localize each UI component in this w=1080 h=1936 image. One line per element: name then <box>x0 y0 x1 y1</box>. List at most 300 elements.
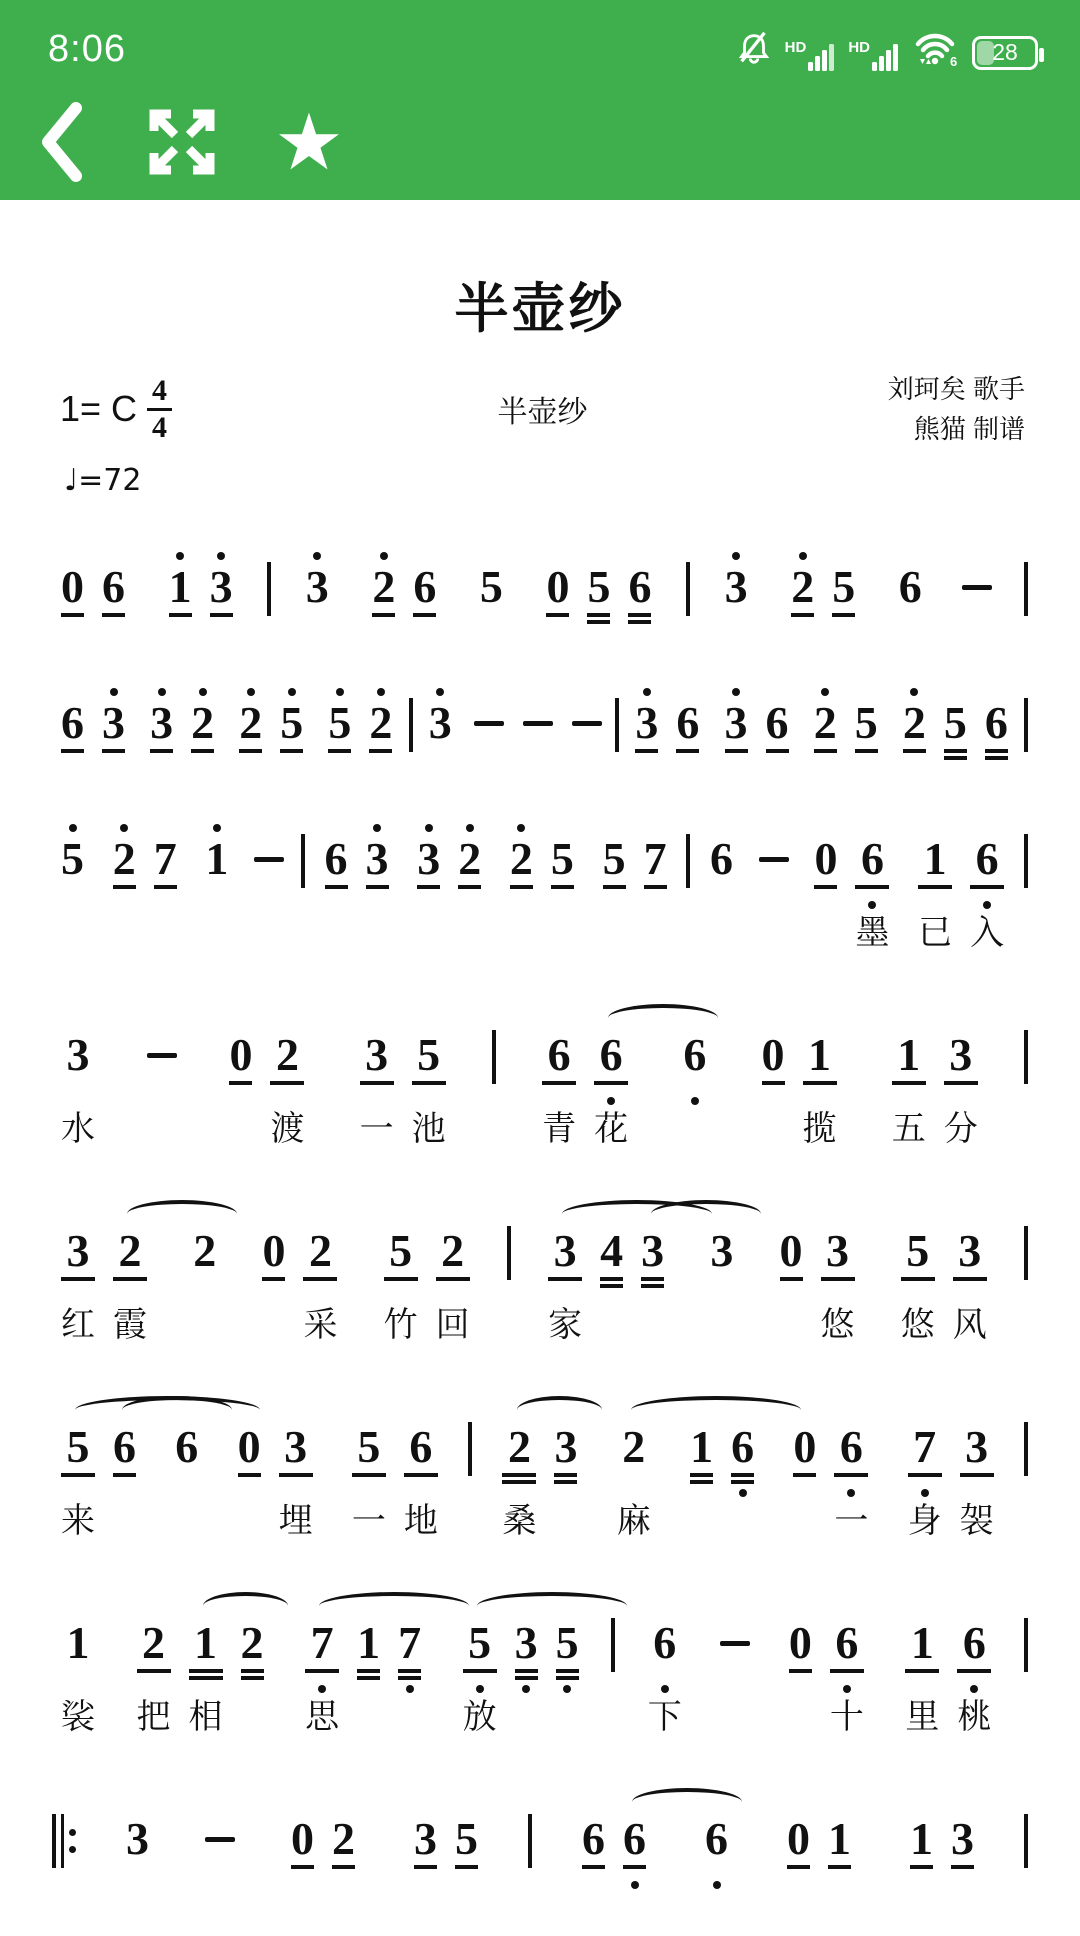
note-number: 7 <box>310 1617 334 1668</box>
note-number: 7 <box>643 833 667 884</box>
favorite-button[interactable] <box>274 98 344 188</box>
note-number: 2 <box>813 697 837 748</box>
beam-lines <box>554 1470 577 1486</box>
beam-lines <box>548 1274 582 1290</box>
note <box>547 1604 588 1740</box>
singer-credit: 刘珂矣 歌手 <box>887 374 1025 404</box>
lyric: 一 <box>359 1110 394 1148</box>
note <box>701 1212 742 1348</box>
note <box>297 548 338 684</box>
note-number: 1 <box>923 833 947 884</box>
octave-dot-low <box>369 762 392 776</box>
note <box>128 1604 180 1740</box>
note-group <box>894 684 1017 820</box>
octave-dot-low <box>366 898 389 912</box>
note-number: 2 <box>308 1225 332 1276</box>
beam-lines <box>944 1078 978 1094</box>
lyric: 五 <box>891 1110 926 1148</box>
octave-dot-low <box>710 898 733 912</box>
beam-lines <box>542 1078 576 1094</box>
octave-dot-low <box>61 762 84 776</box>
note-number: 1 <box>897 1029 921 1080</box>
octave-dot-low <box>725 626 748 640</box>
note <box>427 1212 479 1348</box>
dash-note <box>468 700 510 746</box>
beam-lines <box>61 1274 95 1290</box>
beam-lines <box>762 1078 785 1094</box>
note-number: 0 <box>787 1813 810 1864</box>
barline <box>409 698 413 752</box>
note-group <box>343 1408 447 1544</box>
note <box>626 684 667 820</box>
lyric: 一 <box>351 1502 386 1540</box>
beam-lines <box>789 1666 812 1682</box>
note-group <box>220 1016 313 1152</box>
note <box>271 684 312 820</box>
note-number: 3 <box>710 1225 734 1276</box>
note <box>573 1800 614 1936</box>
octave-dot-low <box>189 1682 223 1696</box>
note <box>104 1408 145 1544</box>
dash-note <box>714 1620 756 1666</box>
beam-lines <box>705 1862 728 1878</box>
note <box>232 1604 273 1740</box>
note-number: 5 <box>832 561 856 612</box>
note-group <box>782 548 864 684</box>
beam-lines <box>635 746 658 762</box>
octave-dot-low <box>169 626 192 640</box>
note <box>196 820 237 956</box>
note-group <box>117 1800 158 1936</box>
lyric: 埋 <box>278 1502 313 1540</box>
note <box>389 1604 430 1740</box>
barline <box>1024 562 1028 616</box>
beam-lines <box>899 610 922 626</box>
octave-dot-low <box>542 1094 576 1108</box>
beam-lines <box>414 1862 437 1878</box>
note-number: 0 <box>793 1421 817 1472</box>
score-line <box>0 820 1080 956</box>
note <box>348 1604 389 1740</box>
octave-dot-low <box>414 1878 437 1892</box>
note <box>270 1408 322 1544</box>
octave-dot-low <box>455 1878 478 1892</box>
beam-lines <box>150 746 173 762</box>
note-group <box>282 1800 364 1936</box>
note-group <box>883 1016 987 1152</box>
note-number: 3 <box>514 1617 538 1668</box>
note-number: 0 <box>779 1225 803 1276</box>
note-number: 6 <box>898 561 922 612</box>
beam-lines <box>957 1666 991 1682</box>
note <box>145 820 186 956</box>
note-number: 3 <box>428 697 452 748</box>
note-number: 3 <box>209 561 233 612</box>
note-group <box>230 684 312 820</box>
score-line <box>0 1604 1080 1740</box>
beam-lines <box>855 882 889 898</box>
note-number: 7 <box>398 1617 422 1668</box>
octave-dot-low <box>241 1682 264 1696</box>
fullscreen-button[interactable] <box>142 102 222 185</box>
octave-dot-low <box>641 1290 664 1304</box>
note-number: 6 <box>547 1029 571 1080</box>
octave-dot-low <box>305 1682 339 1696</box>
note <box>976 684 1017 820</box>
note-group <box>52 1408 145 1544</box>
lyric: 相 <box>188 1698 223 1736</box>
lyric: 思 <box>305 1698 340 1736</box>
octave-dot-low <box>623 1878 646 1892</box>
barline <box>468 1422 472 1476</box>
note <box>819 1800 860 1936</box>
note-group <box>778 1800 860 1936</box>
octave-dot-low <box>548 1290 582 1304</box>
note-number: 3 <box>66 1225 90 1276</box>
bell-muted-icon <box>735 29 773 72</box>
note-group <box>537 548 660 684</box>
octave-dot-low <box>357 1682 380 1696</box>
octave-dot-low <box>262 1290 285 1304</box>
note <box>160 548 201 684</box>
back-button[interactable] <box>34 100 90 187</box>
lyric: 十 <box>829 1698 864 1736</box>
note <box>52 1604 104 1740</box>
beam-lines <box>61 1666 95 1682</box>
meter-numerator: 4 <box>152 373 168 407</box>
octave-dot-low <box>102 626 125 640</box>
beam-lines <box>821 1274 855 1290</box>
note-number: 3 <box>150 697 174 748</box>
note <box>296 1604 348 1740</box>
beam-lines <box>154 882 177 898</box>
beam-lines <box>325 882 348 898</box>
octave-dot-low <box>126 1878 149 1892</box>
beam-lines <box>238 1470 261 1486</box>
beam-lines <box>855 746 878 762</box>
note <box>823 548 864 684</box>
octave-dot-low <box>957 1682 991 1696</box>
note-number: 6 <box>623 1813 646 1864</box>
barline <box>267 562 271 616</box>
note-number: 5 <box>550 833 574 884</box>
note-group <box>471 548 512 684</box>
octave-dot-low <box>944 762 967 776</box>
barline <box>1024 1814 1028 1868</box>
note-number: 0 <box>761 1029 785 1080</box>
toolbar <box>0 78 1080 190</box>
note-group <box>52 1016 104 1152</box>
octave-dot-low <box>834 1486 868 1500</box>
score-line <box>0 1800 1080 1936</box>
note <box>52 1408 104 1544</box>
beam-lines <box>279 1470 313 1486</box>
note-number: 3 <box>417 833 441 884</box>
octave-dot-low <box>417 898 440 912</box>
note-group <box>52 820 93 956</box>
dash-note <box>566 700 608 746</box>
note-number: 0 <box>814 833 838 884</box>
octave-dot-low <box>384 1290 418 1304</box>
note-number: 4 <box>600 1225 624 1276</box>
note-number: 7 <box>913 1421 937 1472</box>
note-number: 0 <box>237 1421 261 1472</box>
song-meta <box>0 369 1080 449</box>
note-group <box>141 684 223 820</box>
octave-dot-low <box>892 1094 926 1108</box>
note-number: 0 <box>229 1029 253 1080</box>
octave-dot-low <box>903 762 926 776</box>
score-line <box>0 548 1080 684</box>
note <box>220 1016 261 1152</box>
note <box>533 1016 585 1152</box>
octave-dot-low <box>280 762 303 776</box>
barline <box>1024 834 1028 888</box>
octave-dot-low <box>725 762 748 776</box>
note <box>635 820 676 956</box>
note-number: 6 <box>835 1617 859 1668</box>
note <box>935 684 976 820</box>
note-number: 2 <box>372 561 396 612</box>
octave-dot-low <box>429 762 452 776</box>
music-score <box>0 548 1080 1936</box>
note-group <box>52 1212 156 1348</box>
note <box>52 548 93 684</box>
note <box>594 820 635 956</box>
note <box>948 1604 1000 1740</box>
note-number: 5 <box>280 697 304 748</box>
note-number: 2 <box>507 1421 531 1472</box>
octave-dot-low <box>325 898 348 912</box>
barline <box>1024 1226 1028 1280</box>
octave-dot-low <box>113 1486 136 1500</box>
octave-dot-low <box>676 762 699 776</box>
note <box>667 684 708 820</box>
score-line <box>0 1212 1080 1348</box>
note-group <box>229 1408 322 1544</box>
octave-dot-low <box>398 1682 421 1696</box>
dash-note <box>517 700 559 746</box>
lyric: 放 <box>462 1698 497 1736</box>
beam-lines <box>594 1078 628 1094</box>
note-number: 0 <box>788 1617 812 1668</box>
octave-dot-low <box>61 626 84 640</box>
octave-dot-low <box>463 1682 497 1696</box>
note <box>454 1604 506 1740</box>
note-number: 6 <box>409 1421 433 1472</box>
note <box>883 1016 935 1152</box>
barline <box>686 562 690 616</box>
octave-dot-low <box>628 626 651 640</box>
note-number: 3 <box>554 1421 578 1472</box>
barline <box>1024 1030 1028 1084</box>
note-group <box>351 1016 455 1152</box>
octave-dot-low <box>594 1094 628 1108</box>
beam-lines <box>546 610 569 626</box>
note <box>805 684 846 820</box>
note-number: 2 <box>369 697 393 748</box>
beam-lines <box>985 746 1008 762</box>
beam-lines <box>463 1666 497 1682</box>
note-group <box>701 1212 742 1348</box>
note-group <box>805 820 898 956</box>
beam-lines <box>510 882 533 898</box>
octave-dot-low <box>515 1682 538 1696</box>
lyric: 入 <box>970 914 1005 952</box>
beam-lines <box>814 882 837 898</box>
score-line <box>0 1016 1080 1152</box>
octave-dot-low <box>404 1486 438 1500</box>
note-number: 6 <box>61 697 84 748</box>
note-number: 0 <box>546 561 570 612</box>
octave-dot-low <box>855 762 878 776</box>
note <box>52 1016 104 1152</box>
note-number: 5 <box>587 561 611 612</box>
lyric: 渡 <box>270 1110 305 1148</box>
note <box>771 1212 812 1348</box>
octave-dot-low <box>372 626 395 640</box>
beam-lines <box>725 746 748 762</box>
beam-lines <box>262 1274 285 1290</box>
note-number: 3 <box>126 1813 149 1864</box>
note-number: 6 <box>102 561 125 612</box>
beam-lines <box>229 1078 252 1094</box>
note <box>405 1800 446 1936</box>
note-group <box>681 1408 763 1544</box>
beam-lines <box>205 882 228 898</box>
note-number: 5 <box>66 1421 90 1472</box>
lyric: 青 <box>542 1110 577 1148</box>
dash-note <box>956 564 998 610</box>
lyric: 桃 <box>957 1698 992 1736</box>
note-number: 1 <box>168 561 192 612</box>
note-number: 6 <box>731 1421 755 1472</box>
note-number: 3 <box>305 561 329 612</box>
lyric: 一 <box>834 1502 869 1540</box>
note-number: 6 <box>683 1029 707 1080</box>
beam-lines <box>193 1274 216 1290</box>
note-group <box>408 820 490 956</box>
note <box>890 548 931 684</box>
note <box>778 1800 819 1936</box>
song-subtitle: 半壶纱 <box>497 396 588 429</box>
note-group <box>771 1212 864 1348</box>
note-group <box>533 1016 637 1152</box>
note-number: 1 <box>194 1617 218 1668</box>
beam-lines <box>126 1862 149 1878</box>
note-number: 3 <box>958 1225 982 1276</box>
note <box>316 820 357 956</box>
note <box>261 1016 313 1152</box>
note <box>506 1604 547 1740</box>
note <box>696 1800 737 1936</box>
note <box>201 548 242 684</box>
note-number: 2 <box>332 1813 355 1864</box>
octave-dot-low <box>332 1878 355 1892</box>
beam-lines <box>814 746 837 762</box>
beam-lines <box>780 1274 803 1290</box>
note <box>805 820 846 956</box>
note-group <box>52 548 134 684</box>
beam-lines <box>306 610 329 626</box>
octave-dot-low <box>205 898 228 912</box>
note-number: 5 <box>468 1617 492 1668</box>
beam-lines <box>328 746 351 762</box>
octave-dot-low <box>814 898 837 912</box>
beam-lines <box>332 1862 355 1878</box>
note <box>323 1800 364 1936</box>
note-group <box>901 1800 983 1936</box>
note <box>343 1408 395 1544</box>
octave-dot-low <box>944 1094 978 1108</box>
lyric: 竹 <box>383 1306 418 1344</box>
note-number: 6 <box>676 697 700 748</box>
note <box>141 684 182 820</box>
note-group <box>104 820 186 956</box>
note-number: 5 <box>61 833 84 884</box>
transcriber-credit: 熊猫 制谱 <box>913 414 1025 444</box>
note <box>542 820 583 956</box>
octave-dot-low <box>910 1878 933 1892</box>
note-group <box>674 1016 715 1152</box>
lyric: 下 <box>647 1698 682 1736</box>
note <box>942 1800 983 1936</box>
note-number: 3 <box>724 697 748 748</box>
note <box>812 1212 864 1348</box>
beam-lines <box>189 1666 223 1682</box>
note <box>753 1016 794 1152</box>
note-number: 6 <box>962 1617 986 1668</box>
note-number: 5 <box>555 1617 579 1668</box>
note <box>403 1016 455 1152</box>
meter-denominator: 4 <box>147 408 172 443</box>
octave-dot-low <box>61 1682 95 1696</box>
note <box>420 684 461 820</box>
battery-icon <box>972 36 1038 70</box>
note-group <box>753 1016 846 1152</box>
note-number: 2 <box>193 1225 217 1276</box>
note <box>722 1408 763 1544</box>
note <box>899 1408 951 1544</box>
note-number: 6 <box>860 833 884 884</box>
note-number: 6 <box>175 1421 199 1472</box>
octave-dot-low <box>360 1094 394 1108</box>
octave-dot-low <box>150 762 173 776</box>
note-group <box>160 548 242 684</box>
sheet-content <box>0 266 1080 1936</box>
note-number: 6 <box>599 1029 623 1080</box>
note-group <box>501 820 583 956</box>
note-number: 2 <box>275 1029 299 1080</box>
note-number: 3 <box>284 1421 308 1472</box>
note-number: 3 <box>365 1029 389 1080</box>
beam-lines <box>556 1666 579 1682</box>
note-number: 6 <box>582 1813 605 1864</box>
note <box>632 1212 673 1348</box>
note-group <box>297 548 338 684</box>
beam-lines <box>384 1274 418 1290</box>
beam-lines <box>113 1274 147 1290</box>
dash-note <box>248 836 290 882</box>
beam-lines <box>398 1666 421 1682</box>
note-number: 3 <box>951 1813 974 1864</box>
octave-dot-low <box>238 1486 261 1500</box>
note <box>182 684 223 820</box>
note <box>716 684 757 820</box>
note <box>619 548 660 684</box>
note-number: 3 <box>66 1029 90 1080</box>
note <box>230 684 271 820</box>
